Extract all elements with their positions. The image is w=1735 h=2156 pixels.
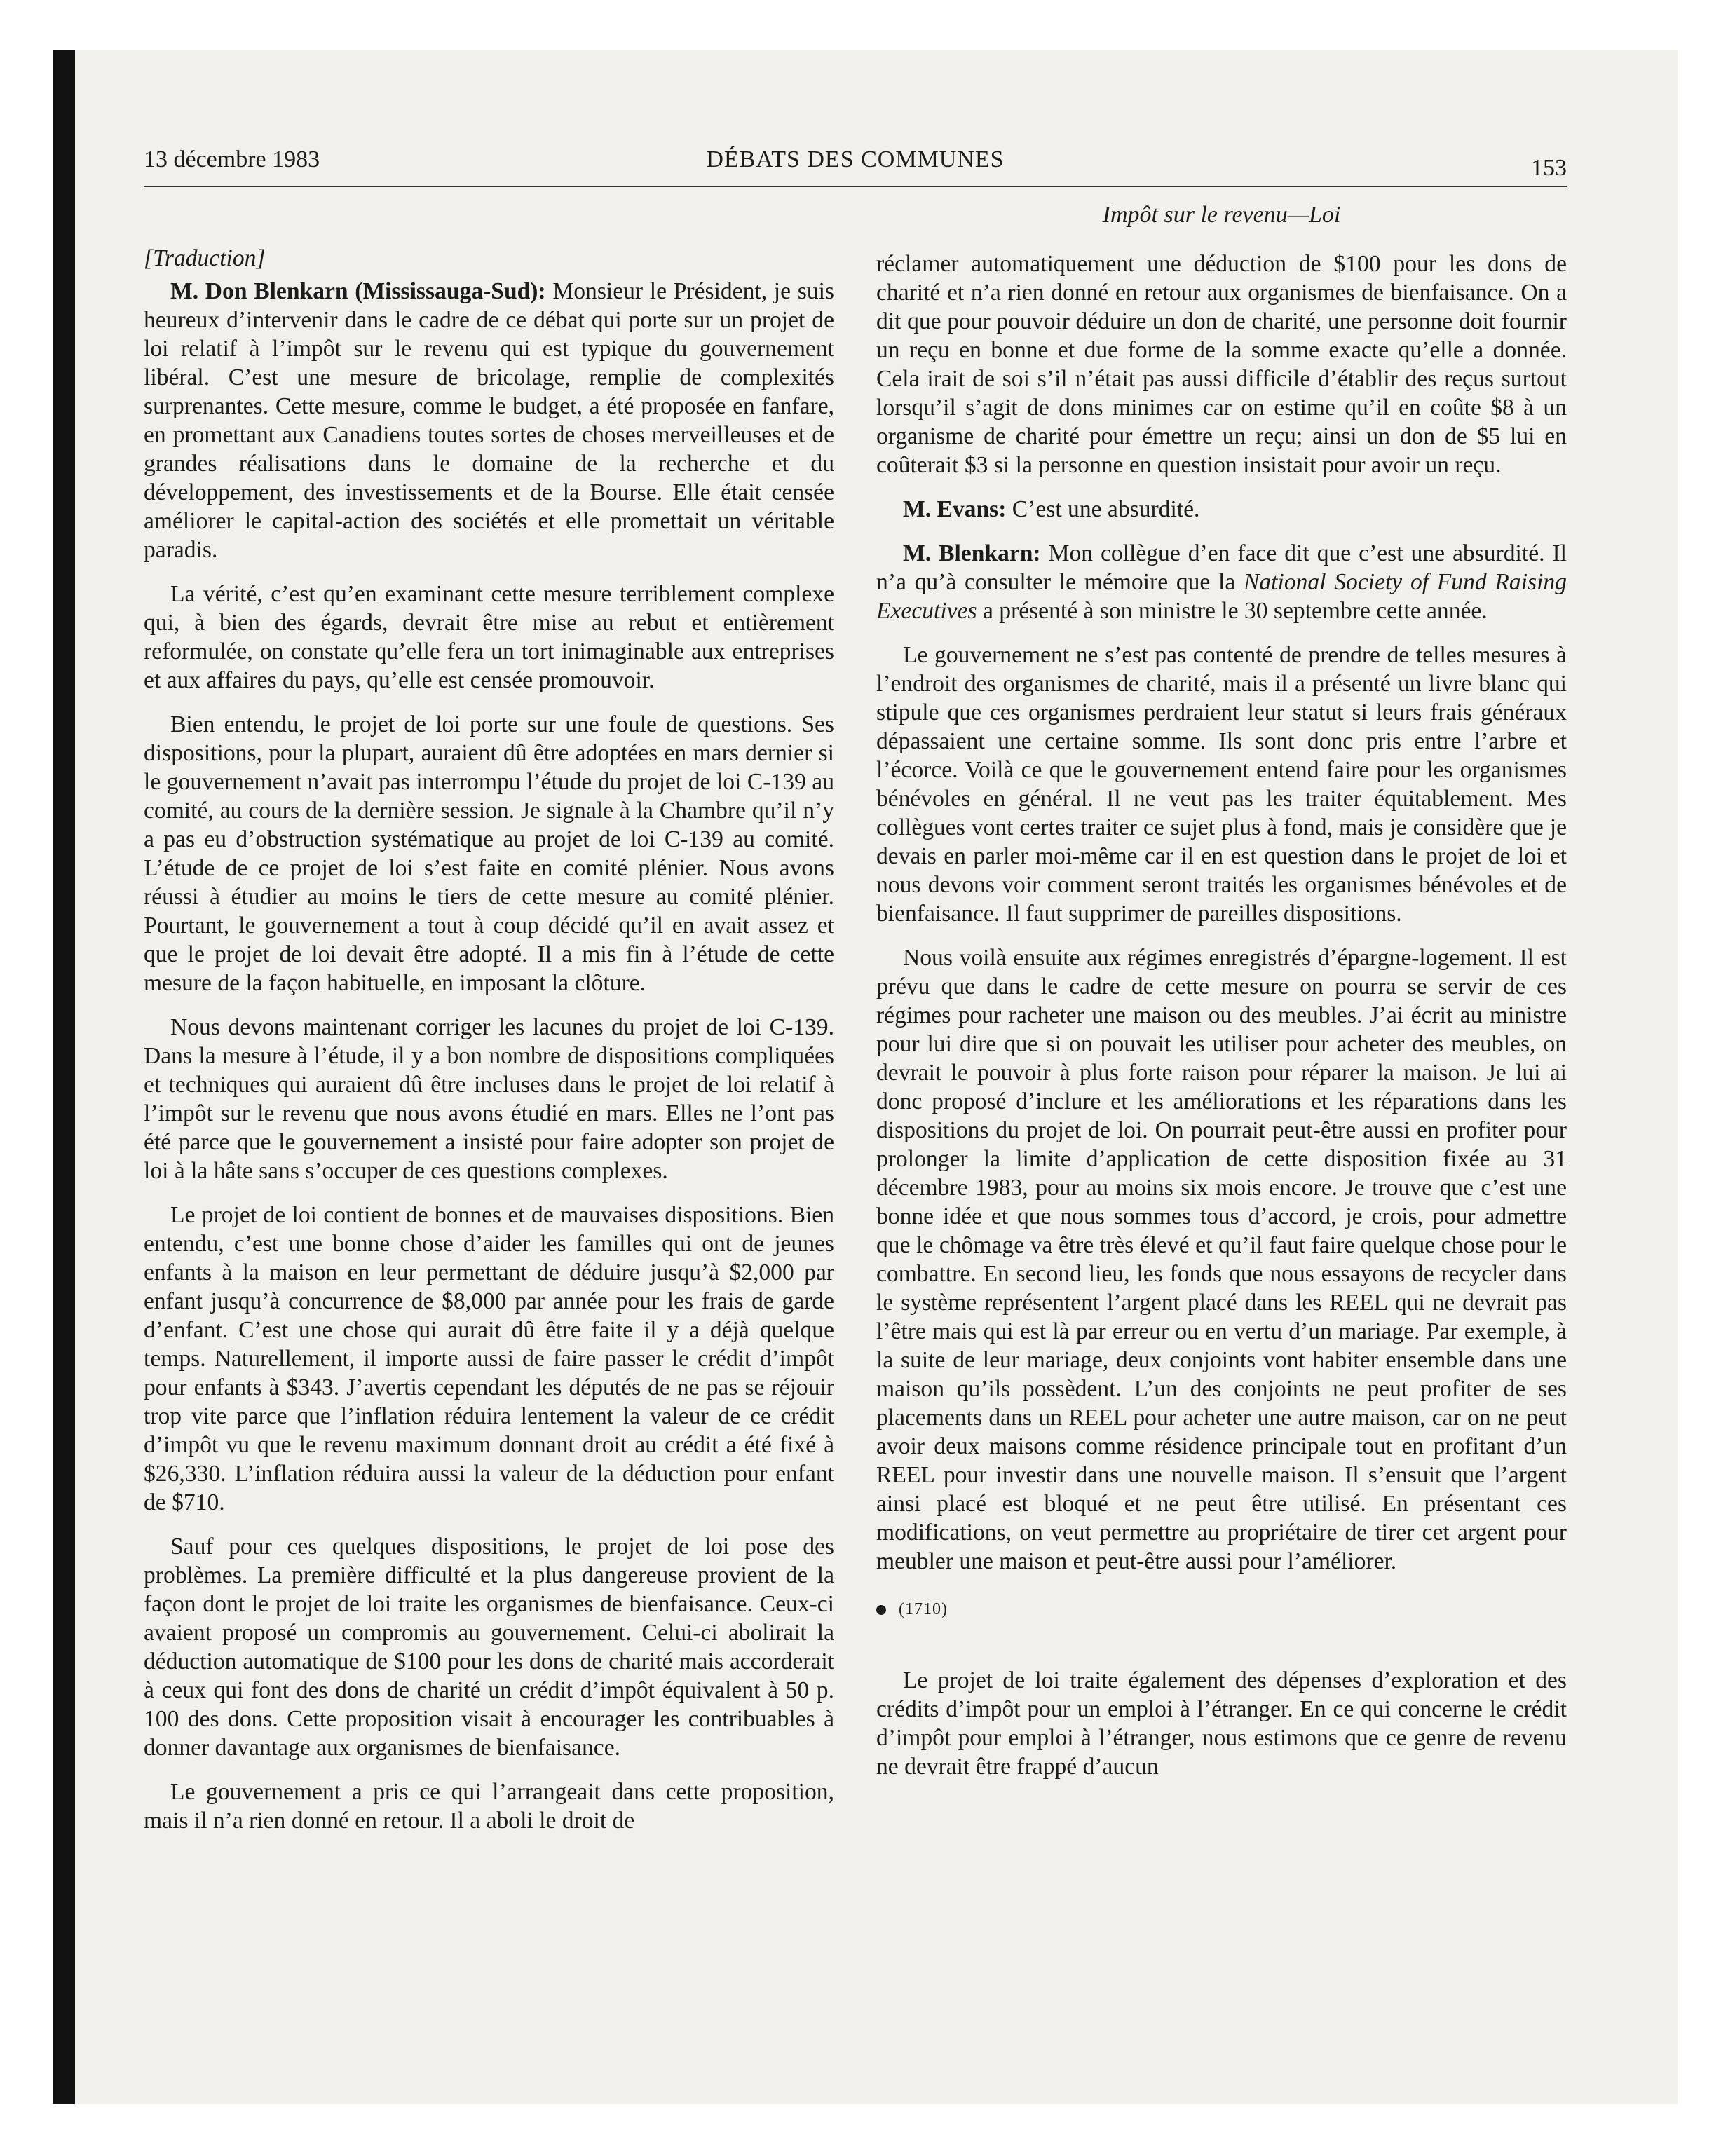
time-marker: (1710) — [876, 1595, 1567, 1624]
left-column — [144, 244, 834, 1850]
paragraph: M. Don Blenkarn (Mississauga-Sud): Monsieur le Président, je suis heureux d’intervenir dans le cadre de ce débat qui porte sur un projet de loi relatif à l’impôt sur le revenu qui est typique du gouvernement libéral. C’est une mesure de bricolage, remplie de complexités surprenantes. Cette mesure, comme le budget, a été proposée en fanfare, en promettant aux Canadiens toutes sortes de choses merveilleuses et de grandes réalisations dans le domaine de la recherche et du développement, des investissements et de la Bourse. Elle était censée améliorer le capital-action des sociétés et elle promettait un véritable paradis. — [144, 278, 834, 563]
page-header — [144, 144, 1567, 187]
paragraph: La vérité, c’est qu’en examinant cette mesure terriblement complexe qui, à bien des égards, devrait être mise au rebut et entièrement reformulée, on constate qu’elle fera un tort inimaginable aux entreprises et aux affaires du pays, qu’elle est censée promouvoir. — [144, 581, 834, 693]
paragraph: Le projet de loi contient de bonnes et de mauvaises dispositions. Bien entendu, c’est une bonne chose d’aider les familles qui ont de jeunes enfants à la maison en leur permettant de déduire jusqu’à $2,000 par enfant jusqu’à concurrence de $8,000 par année pour les frais de garde d’enfant. C’est une chose qui aurait dû être faite il y a déjà quelque temps. Naturellement, il importe aussi de faire passer le crédit d’impôt pour enfants à $343. J’avertis cependant les députés de ne pas se réjouir trop vite parce que l’inflation réduira lentement la valeur de ce crédit d’impôt vu que le revenu maximum donnant droit au crédit a été fixé à $26,330. L’inflation réduira aussi la valeur de la déduction pour enfant de $710. — [144, 1202, 834, 1515]
organization-name: National Society of Fund Raising Executives — [876, 569, 1567, 624]
paragraph: Le gouvernement ne s’est pas contenté de prendre de telles mesures à l’endroit des organismes de charité, mais il a présenté un livre blanc qui stipule que ces organismes perdraient leur statut si leurs frais généraux dépassaient une certaine somme. Ils sont donc pris entre l’arbre et l’écorce. Voilà ce que le gouvernement entend faire pour les organismes bénévoles en général. Il ne veut pas les traiter équitablement. Mes collègues vont certes traiter ce sujet plus à fond, mais je considère que je devais en parler moi-même car il en est question dans le projet de loi et nous devons voir comment seront traités les organismes bénévoles et de bienfaisance. Il faut supprimer de pareilles dispositions. — [876, 642, 1567, 927]
translation-tag: [Traduction] — [144, 245, 266, 271]
paragraph: Bien entendu, le projet de loi porte sur une foule de questions. Ses dispositions, pour la plupart, auraient dû être adoptées en mars dernier si le gouvernement n’avait pas interrompu l’étude du projet de loi C-139 au comité, au cours de la dernière session. Je signale à la Chambre qu’il n’y a pas eu d’obstruction systématique au projet de loi C-139 au comité. L’étude de ce projet de loi s’est faite en comité plénier. Nous avons réussi à étudier au moins le tiers de cette mesure au comité plénier. Pourtant, le gouvernement a tout à coup décidé qu’il en avait assez et que le projet de loi devait être adopté. Il a mis fin à l’étude de cette mesure de la façon habituelle, en imposant la clôture. — [144, 711, 834, 996]
paragraph: Le gouvernement a pris ce qui l’arrangeait dans cette proposition, mais il n’a rien donné en retour. Il a aboli le droit de — [144, 1779, 834, 1834]
paragraph: Nous devons maintenant corriger les lacunes du projet de loi C-139. Dans la mesure à l’étude, il y a bon nombre de dispositions compliquées et techniques qui auraient dû être incluses dans le projet de loi relatif à l’impôt sur le revenu que nous avons étudié en mars. Elles ne l’ont pas été parce que le gouvernement a insisté pour faire adopter son projet de loi à la hâte sans s’occuper de ces questions complexes. — [144, 1014, 834, 1184]
paragraph: Sauf pour ces quelques dispositions, le projet de loi pose des problèmes. La première difficulté et la plus dangereuse provient de la façon dont le projet de loi traite les organismes de bienfaisance. Ceux-ci avaient proposé un compromis au gouvernement. Celui-ci abolirait la déduction automatique de $100 pour les dons de charité mais accorderait à ceux qui font des dons de charité un crédit d’impôt équivalent à 50 p. 100 des dons. Cette proposition visait à encourager les contribuables à donner davantage aux organismes de bienfaisance. — [144, 1534, 834, 1761]
page-number: 153 — [1531, 155, 1567, 181]
speaker-name: M. Evans: — [903, 496, 1007, 522]
binding-edge — [53, 50, 75, 2104]
header-date: 13 décembre 1983 — [144, 146, 320, 172]
paragraph: Nous voilà ensuite aux régimes enregistrés d’épargne-logement. Il est prévu que dans le cadre de cette mesure on pourra se servir de ces régimes pour racheter une maison ou des meubles. J’ai écrit au ministre pour lui dire que si on pouvait les utiliser pour acheter des meubles, on devrait le pouvoir à plus forte raison pour réparer la maison. Je lui ai donc proposé d’inclure et les améliorations et les réparations dans les dispositions du projet de loi. On pourrait peut-être aussi en profiter pour prolonger la limite d’application de cette disposition fixée au 31 décembre 1983, pour au moins six mois encore. Je trouve que c’est une bonne idée et que nous sommes tous d’accord, je crois, pour admettre que le chômage va être très élevé et qu’il faut faire quelque chose pour le combattre. En second lieu, les fonds que nous essayons de recycler dans le système représentent l’argent placé dans les REEL qui ne devrait pas l’être mais qui est là par erreur ou en vertu d’un mariage. Par exemple, à la suite de leur mariage, deux conjoints vont habiter ensemble dans une maison qu’ils possèdent. L’un des conjoints ne peut profiter de ses placements dans un REEL pour acheter une autre maison, car on ne peut avoir deux maisons comme résidence principale tout en profitant d’un REEL pour investir dans une nouvelle maison. Il s’ensuit que l’argent ainsi placé est bloqué et ne peut être utilisé. En présentant ces modifications, on veut permettre au propriétaire de tirer cet argent pour meubler une maison et peut-être aussi pour l’améliorer. — [876, 945, 1567, 1574]
speaker-name: M. Blenkarn: — [903, 540, 1041, 566]
bullet-icon — [876, 1605, 886, 1615]
paragraph: M. Blenkarn: Mon collègue d’en face dit que c’est une absurdité. Il n’a qu’à consulter le mémoire que la National Society of Fund Raising Executives a présenté à son ministre le 30 septembre cette année. — [876, 540, 1567, 624]
paragraph: Le projet de loi traite également des dépenses d’exploration et des crédits d’impôt pour un emploi à l’étranger. En ce qui concerne le crédit d’impôt pour emploi à l’étranger, nous estimons que ce genre de revenu ne devrait être frappé d’aucun — [876, 1667, 1567, 1780]
right-column — [876, 250, 1567, 1796]
paragraph: réclamer automatiquement une déduction de $100 pour les dons de charité et n’a rien donné en retour aux organismes de bienfaisance. On a dit que pour pouvoir déduire un don de charité, une personne doit fournir un reçu en bonne et due forme de la somme exacte qu’elle a donnée. Cela irait de soi s’il n’était pas aussi difficile d’établir des reçus surtout lorsqu’il s’agit de dons minimes car on estime qu’il en coûte $8 à un organisme de charité pour émettre un reçu; ainsi un don de $5 lui en coûterait $3 si la personne en question insistait pour avoir un reçu. — [876, 251, 1567, 478]
header-title: DÉBATS DES COMMUNES — [706, 146, 1005, 172]
speaker-name: M. Don Blenkarn (Mississauga-Sud): — [170, 278, 546, 304]
section-subheader: Impôt sur le revenu—Loi — [1102, 202, 1341, 228]
paragraph: M. Evans: C’est une absurdité. — [903, 496, 1200, 522]
